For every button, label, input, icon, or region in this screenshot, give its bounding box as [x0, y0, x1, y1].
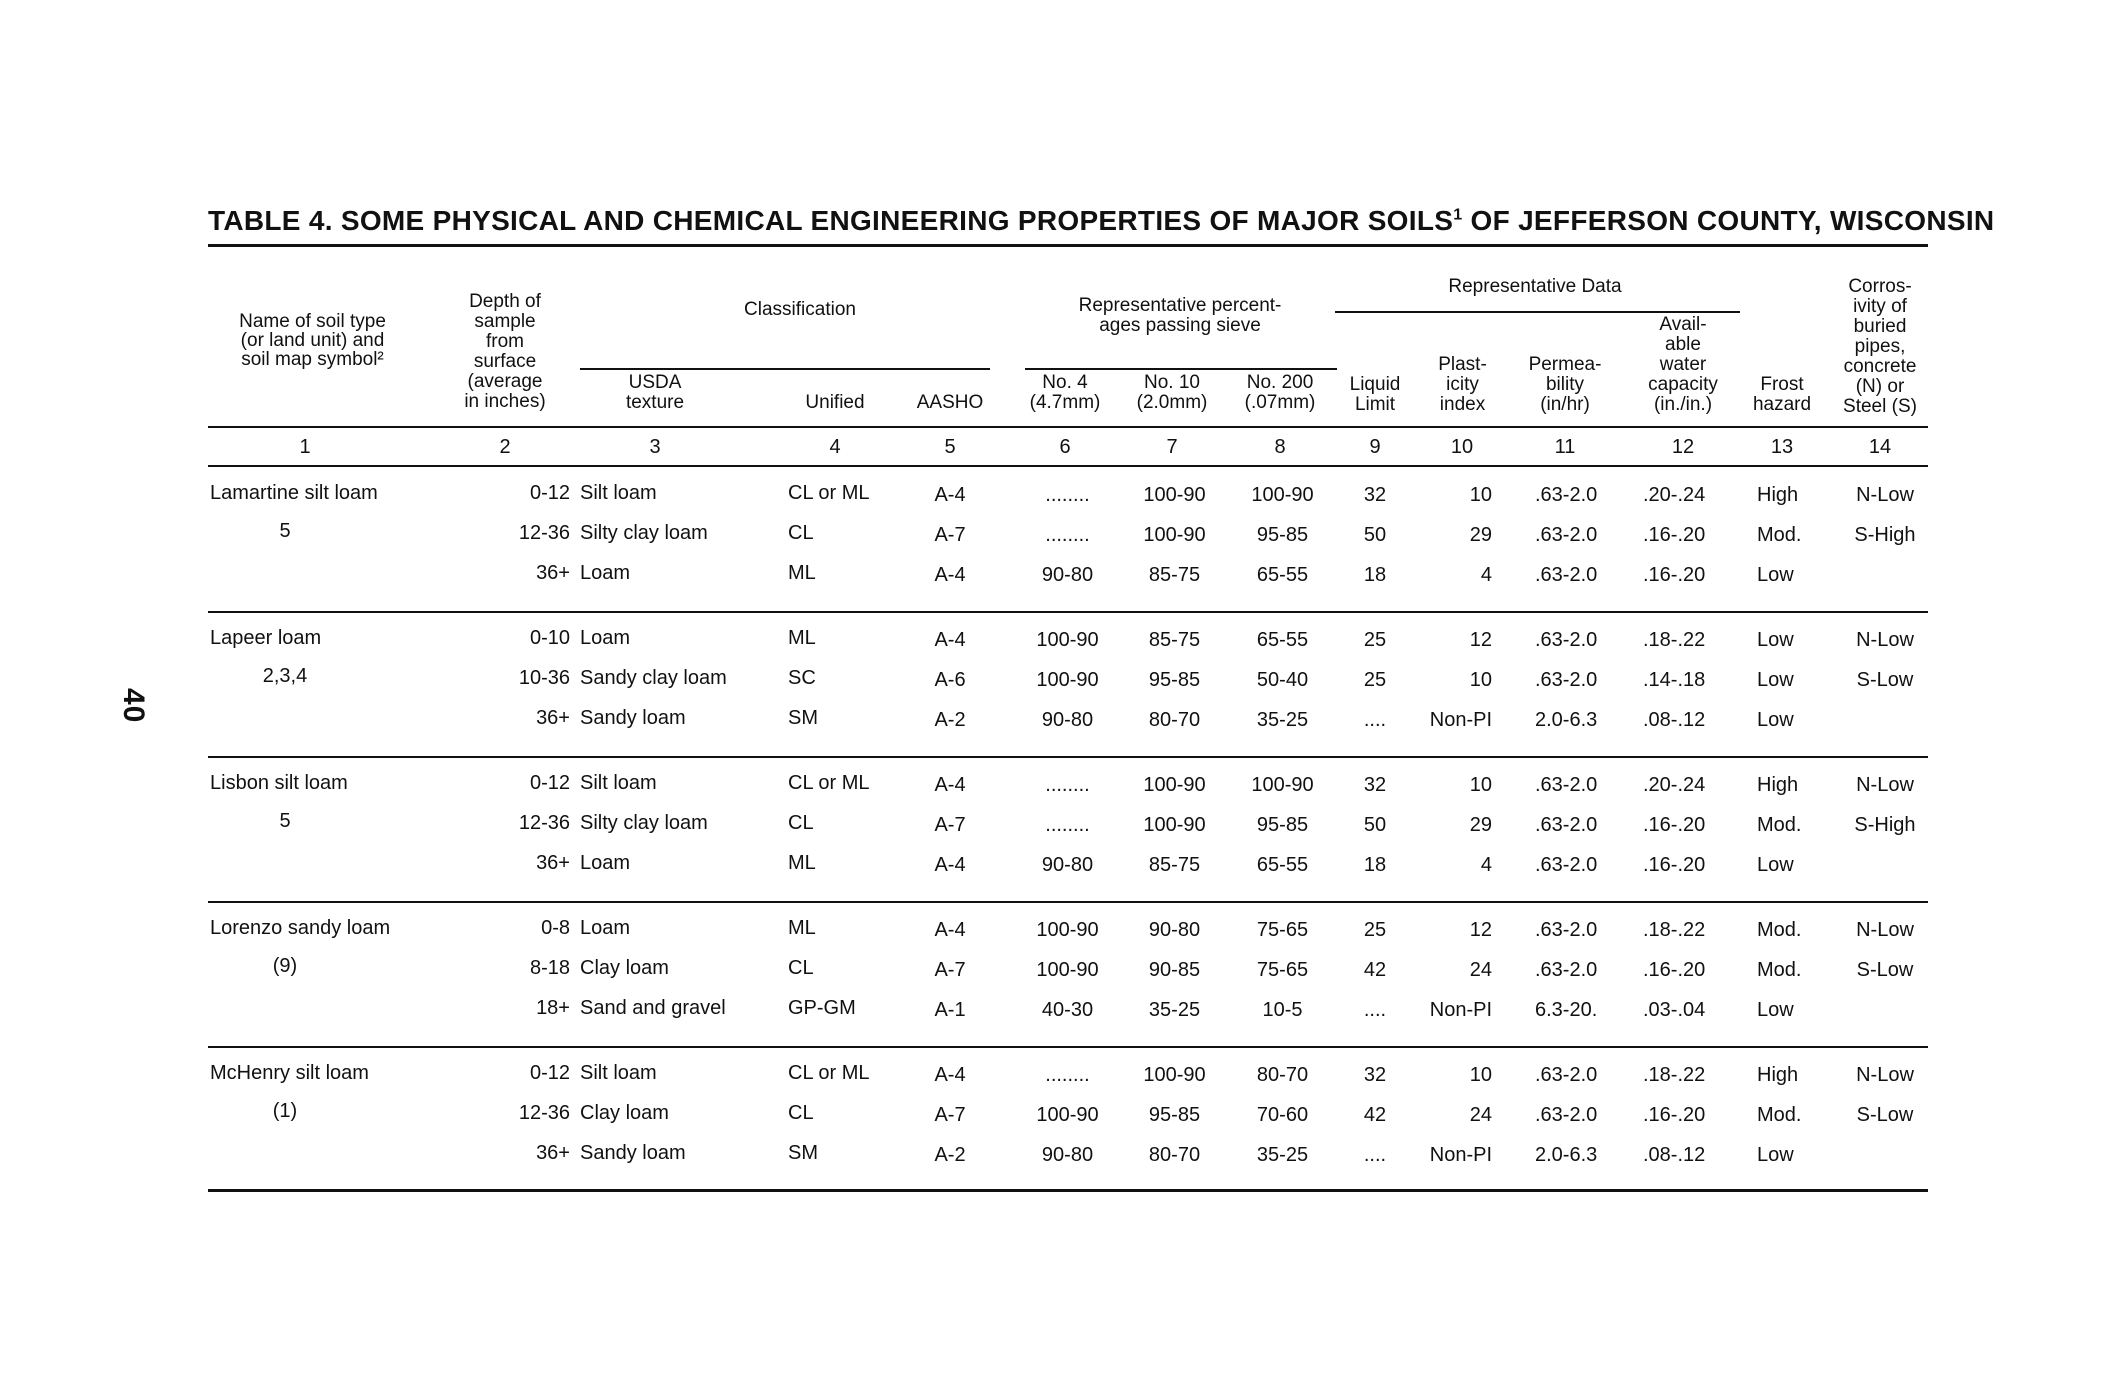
- column-number-rule: [208, 465, 1928, 467]
- header-col6-line: (4.7mm): [1029, 392, 1101, 413]
- cell-available-water: .20-.24: [1643, 484, 1706, 506]
- header-col11-line: (in/hr): [1540, 394, 1590, 415]
- cell-plasticity-index: 10: [1469, 774, 1492, 796]
- cell-sieve-no10: 90-80: [1148, 919, 1201, 941]
- cell-corrosivity: N-Low: [1856, 774, 1914, 796]
- cell-depth: 8-18: [529, 957, 570, 979]
- cell-sieve-no4: 40-30: [1041, 999, 1094, 1021]
- cell-unified: ML: [788, 627, 816, 649]
- cell-permeability: .63-2.0: [1535, 524, 1598, 546]
- cell-available-water: .18-.22: [1643, 919, 1706, 941]
- cell-plasticity-index: 24: [1469, 959, 1492, 981]
- cell-permeability: .63-2.0: [1535, 814, 1598, 836]
- header-col2-line: surface: [473, 351, 537, 372]
- header-col4: Unified: [805, 392, 865, 413]
- cell-unified: CL or ML: [788, 1062, 870, 1084]
- cell-depth: 0-12: [529, 772, 570, 794]
- group-divider: [208, 901, 1928, 903]
- soil-map-symbol: 2,3,4: [262, 665, 308, 687]
- header-col13-line: hazard: [1752, 394, 1812, 415]
- cell-corrosivity: N-Low: [1856, 1064, 1914, 1086]
- cell-sieve-no10: 100-90: [1143, 484, 1206, 506]
- header-col8-line: No. 200: [1246, 372, 1314, 393]
- cell-depth: 36+: [536, 852, 570, 874]
- cell-permeability: .63-2.0: [1535, 854, 1598, 876]
- header-col8-line: (.07mm): [1244, 392, 1316, 413]
- cell-available-water: .16-.20: [1643, 959, 1706, 981]
- cell-permeability: .63-2.0: [1535, 629, 1598, 651]
- header-col6-line: No. 4: [1042, 372, 1088, 393]
- cell-usda-texture: Sand and gravel: [580, 997, 726, 1019]
- cell-sieve-no200: 65-55: [1256, 629, 1309, 651]
- cell-available-water: .16-.20: [1643, 564, 1706, 586]
- title-suffix: OF JEFFERSON COUNTY, WISCONSIN: [1462, 205, 1995, 236]
- cell-sieve-no4: 90-80: [1041, 564, 1094, 586]
- cell-usda-texture: Silt loam: [580, 482, 657, 504]
- cell-sieve-no10: 85-75: [1148, 854, 1201, 876]
- cell-depth: 0-8: [541, 917, 570, 939]
- soil-name: Lapeer loam: [210, 627, 322, 649]
- cell-liquid-limit: 32: [1363, 484, 1387, 506]
- cell-frost-hazard: Low: [1757, 629, 1794, 651]
- cell-aasho: A-4: [934, 629, 966, 651]
- cell-corrosivity: S-Low: [1856, 959, 1914, 981]
- cell-frost-hazard: Low: [1757, 999, 1794, 1021]
- cell-aasho: A-2: [934, 709, 966, 731]
- cell-unified: GP-GM: [788, 997, 856, 1019]
- group-divider: [208, 611, 1928, 613]
- cell-corrosivity: N-Low: [1856, 629, 1914, 651]
- cell-permeability: .63-2.0: [1535, 774, 1598, 796]
- cell-corrosivity: S-Low: [1856, 669, 1914, 691]
- cell-plasticity-index: Non-PI: [1429, 1144, 1492, 1166]
- cell-corrosivity: S-High: [1854, 524, 1916, 546]
- column-number: 13: [1770, 436, 1794, 458]
- title-footnote-marker: 1: [1453, 206, 1463, 224]
- cell-liquid-limit: ....: [1363, 999, 1387, 1021]
- cell-available-water: .14-.18: [1643, 669, 1706, 691]
- header-col3-line: texture: [625, 392, 685, 413]
- cell-sieve-no4: 100-90: [1036, 1104, 1099, 1126]
- cell-plasticity-index: 10: [1469, 669, 1492, 691]
- cell-sieve-no4: ........: [1045, 1064, 1090, 1086]
- group-divider: [208, 1046, 1928, 1048]
- cell-frost-hazard: High: [1757, 484, 1799, 506]
- cell-liquid-limit: 25: [1363, 629, 1387, 651]
- soil-name: Lorenzo sandy loam: [210, 917, 391, 939]
- soil-map-symbol: (1): [272, 1100, 298, 1122]
- header-col10-line: index: [1439, 394, 1486, 415]
- cell-frost-hazard: High: [1757, 774, 1799, 796]
- soil-map-symbol: 5: [279, 810, 291, 832]
- cell-frost-hazard: Low: [1757, 1144, 1794, 1166]
- soil-map-symbol: 5: [279, 520, 291, 542]
- cell-available-water: .18-.22: [1643, 629, 1706, 651]
- cell-plasticity-index: 24: [1469, 1104, 1492, 1126]
- cell-sieve-no4: ........: [1045, 774, 1090, 796]
- cell-liquid-limit: 42: [1363, 959, 1387, 981]
- column-number: 8: [1274, 436, 1286, 458]
- cell-usda-texture: Sandy loam: [580, 1142, 686, 1164]
- cell-depth: 36+: [536, 1142, 570, 1164]
- cell-unified: ML: [788, 562, 816, 584]
- column-number: 7: [1166, 436, 1178, 458]
- header-col14-line: ivity of: [1853, 296, 1907, 317]
- cell-aasho: A-7: [934, 814, 966, 836]
- header-col2-line: Depth of: [469, 291, 541, 312]
- header-col7-line: (2.0mm): [1136, 392, 1208, 413]
- cell-plasticity-index: 4: [1480, 564, 1492, 586]
- cell-permeability: .63-2.0: [1535, 1064, 1598, 1086]
- header-col14-line: (N) or: [1855, 376, 1905, 397]
- cell-sieve-no10: 90-85: [1148, 959, 1201, 981]
- cell-permeability: .63-2.0: [1535, 959, 1598, 981]
- cell-depth: 36+: [536, 562, 570, 584]
- sieve-rule: [1025, 368, 1337, 370]
- cell-usda-texture: Silty clay loam: [580, 812, 708, 834]
- header-col1-line: soil map symbol²: [241, 349, 384, 370]
- cell-depth: 12-36: [518, 1102, 570, 1124]
- cell-permeability: 2.0-6.3: [1535, 709, 1598, 731]
- cell-depth: 0-12: [529, 482, 570, 504]
- cell-depth: 10-36: [518, 667, 570, 689]
- cell-plasticity-index: 10: [1469, 1064, 1492, 1086]
- cell-unified: CL: [788, 522, 814, 544]
- cell-frost-hazard: Low: [1757, 854, 1794, 876]
- header-col2-line: in inches): [464, 391, 546, 412]
- cell-depth: 0-12: [529, 1062, 570, 1084]
- header-col1-line: (or land unit) and: [240, 330, 385, 351]
- cell-sieve-no4: 100-90: [1036, 629, 1099, 651]
- header-col14-line: concrete: [1843, 356, 1917, 377]
- header-col14-line: pipes,: [1854, 336, 1906, 357]
- header-rep-data: Representative Data: [1448, 276, 1622, 297]
- cell-depth: 0-10: [529, 627, 570, 649]
- header-col12-line: water: [1659, 354, 1707, 375]
- cell-unified: CL: [788, 1102, 814, 1124]
- cell-frost-hazard: Mod.: [1757, 919, 1802, 941]
- header-col3-line: USDA: [628, 372, 682, 393]
- header-col2-line: from: [486, 331, 524, 352]
- cell-sieve-no200: 75-65: [1256, 919, 1309, 941]
- cell-sieve-no200: 65-55: [1256, 564, 1309, 586]
- cell-sieve-no10: 95-85: [1148, 1104, 1201, 1126]
- header-col14-line: Steel (S): [1843, 396, 1917, 417]
- header-sieve-line2: ages passing sieve: [1099, 315, 1261, 336]
- cell-available-water: .16-.20: [1643, 524, 1706, 546]
- cell-sieve-no200: 75-65: [1256, 959, 1309, 981]
- header-col12-line: able: [1665, 334, 1701, 355]
- title-text: TABLE 4. SOME PHYSICAL AND CHEMICAL ENGINEERING PROPERTIES OF MAJOR SOILS: [208, 205, 1454, 236]
- cell-sieve-no4: 100-90: [1036, 959, 1099, 981]
- cell-frost-hazard: Low: [1757, 669, 1794, 691]
- cell-available-water: .08-.12: [1643, 709, 1706, 731]
- cell-liquid-limit: ....: [1363, 709, 1387, 731]
- cell-sieve-no4: ........: [1045, 484, 1090, 506]
- cell-plasticity-index: 29: [1469, 814, 1492, 836]
- cell-permeability: .63-2.0: [1535, 1104, 1598, 1126]
- cell-aasho: A-7: [934, 524, 966, 546]
- cell-sieve-no4: 90-80: [1041, 709, 1094, 731]
- cell-plasticity-index: 29: [1469, 524, 1492, 546]
- header-col10-line: icity: [1446, 374, 1479, 395]
- cell-sieve-no200: 35-25: [1256, 1144, 1309, 1166]
- cell-usda-texture: Silty clay loam: [580, 522, 708, 544]
- column-number: 2: [499, 436, 511, 458]
- group-divider: [208, 756, 1928, 758]
- cell-sieve-no200: 35-25: [1256, 709, 1309, 731]
- cell-unified: SM: [788, 707, 818, 729]
- cell-liquid-limit: 25: [1363, 669, 1387, 691]
- cell-aasho: A-4: [934, 854, 966, 876]
- cell-aasho: A-7: [934, 1104, 966, 1126]
- column-number: 10: [1450, 436, 1474, 458]
- header-classification: Classification: [744, 299, 856, 320]
- cell-sieve-no10: 35-25: [1148, 999, 1201, 1021]
- cell-sieve-no4: 90-80: [1041, 854, 1094, 876]
- header-col7-line: No. 10: [1144, 372, 1200, 393]
- cell-sieve-no200: 80-70: [1256, 1064, 1309, 1086]
- column-number: 4: [829, 436, 841, 458]
- cell-sieve-no200: 50-40: [1256, 669, 1309, 691]
- cell-unified: CL: [788, 812, 814, 834]
- cell-liquid-limit: 18: [1363, 854, 1387, 876]
- cell-sieve-no4: ........: [1045, 814, 1090, 836]
- soil-map-symbol: (9): [272, 955, 298, 977]
- header-col11-line: Permea-: [1528, 354, 1602, 375]
- cell-sieve-no4: 90-80: [1041, 1144, 1094, 1166]
- cell-available-water: .16-.20: [1643, 814, 1706, 836]
- soil-name: Lisbon silt loam: [210, 772, 348, 794]
- header-bottom-rule: [208, 426, 1928, 428]
- title-rule: [208, 244, 1928, 247]
- cell-available-water: .16-.20: [1643, 1104, 1706, 1126]
- cell-frost-hazard: Low: [1757, 564, 1794, 586]
- header-col14-line: buried: [1853, 316, 1907, 337]
- cell-frost-hazard: Mod.: [1757, 814, 1802, 836]
- cell-usda-texture: Clay loam: [580, 957, 669, 979]
- cell-aasho: A-2: [934, 1144, 966, 1166]
- cell-liquid-limit: 25: [1363, 919, 1387, 941]
- cell-liquid-limit: 50: [1363, 814, 1387, 836]
- cell-plasticity-index: 4: [1480, 854, 1492, 876]
- cell-sieve-no200: 100-90: [1251, 484, 1314, 506]
- column-number: 6: [1059, 436, 1071, 458]
- cell-sieve-no200: 70-60: [1256, 1104, 1309, 1126]
- cell-aasho: A-4: [934, 1064, 966, 1086]
- cell-liquid-limit: 42: [1363, 1104, 1387, 1126]
- cell-plasticity-index: Non-PI: [1429, 999, 1492, 1021]
- cell-frost-hazard: Mod.: [1757, 524, 1802, 546]
- cell-plasticity-index: 12: [1469, 629, 1492, 651]
- cell-unified: SC: [788, 667, 816, 689]
- cell-depth: 12-36: [518, 812, 570, 834]
- header-col9-line: Limit: [1354, 394, 1396, 415]
- column-number: 12: [1671, 436, 1695, 458]
- cell-frost-hazard: Low: [1757, 709, 1794, 731]
- cell-aasho: A-6: [934, 669, 966, 691]
- cell-sieve-no10: 85-75: [1148, 564, 1201, 586]
- soil-name: McHenry silt loam: [210, 1062, 369, 1084]
- cell-permeability: .63-2.0: [1535, 669, 1598, 691]
- cell-sieve-no10: 95-85: [1148, 669, 1201, 691]
- cell-aasho: A-4: [934, 564, 966, 586]
- cell-permeability: .63-2.0: [1535, 564, 1598, 586]
- cell-corrosivity: N-Low: [1856, 919, 1914, 941]
- cell-sieve-no200: 95-85: [1256, 524, 1309, 546]
- cell-aasho: A-4: [934, 774, 966, 796]
- cell-frost-hazard: High: [1757, 1064, 1799, 1086]
- cell-usda-texture: Loam: [580, 852, 631, 874]
- cell-sieve-no10: 80-70: [1148, 1144, 1201, 1166]
- cell-unified: CL or ML: [788, 482, 870, 504]
- cell-available-water: .08-.12: [1643, 1144, 1706, 1166]
- header-col12-line: Avail-: [1659, 314, 1707, 335]
- cell-plasticity-index: Non-PI: [1429, 709, 1492, 731]
- cell-liquid-limit: 32: [1363, 1064, 1387, 1086]
- cell-aasho: A-7: [934, 959, 966, 981]
- header-col13-line: Frost: [1760, 374, 1804, 395]
- soil-name: Lamartine silt loam: [210, 482, 378, 504]
- cell-usda-texture: Silt loam: [580, 772, 657, 794]
- cell-sieve-no10: 100-90: [1143, 524, 1206, 546]
- cell-sieve-no10: 100-90: [1143, 814, 1206, 836]
- cell-unified: CL or ML: [788, 772, 870, 794]
- cell-unified: CL: [788, 957, 814, 979]
- header-col1-line: Name of soil type: [239, 311, 386, 332]
- column-number: 5: [944, 436, 956, 458]
- cell-sieve-no10: 100-90: [1143, 774, 1206, 796]
- cell-depth: 36+: [536, 707, 570, 729]
- cell-depth: 18+: [536, 997, 570, 1019]
- cell-aasho: A-1: [934, 999, 966, 1021]
- cell-usda-texture: Sandy clay loam: [580, 667, 727, 689]
- cell-sieve-no4: 100-90: [1036, 669, 1099, 691]
- cell-sieve-no200: 65-55: [1256, 854, 1309, 876]
- cell-unified: SM: [788, 1142, 818, 1164]
- cell-sieve-no200: 95-85: [1256, 814, 1309, 836]
- cell-aasho: A-4: [934, 484, 966, 506]
- cell-liquid-limit: 50: [1363, 524, 1387, 546]
- table-bottom-rule: [208, 1189, 1928, 1192]
- classification-rule: [580, 368, 990, 370]
- column-number: 9: [1369, 436, 1381, 458]
- header-col2-line: (average: [467, 371, 543, 392]
- cell-permeability: 2.0-6.3: [1535, 1144, 1598, 1166]
- cell-available-water: .18-.22: [1643, 1064, 1706, 1086]
- cell-usda-texture: Sandy loam: [580, 707, 686, 729]
- cell-corrosivity: N-Low: [1856, 484, 1914, 506]
- header-col2-line: sample: [474, 311, 536, 332]
- column-number: 3: [649, 436, 661, 458]
- cell-corrosivity: S-High: [1854, 814, 1916, 836]
- cell-sieve-no10: 80-70: [1148, 709, 1201, 731]
- cell-liquid-limit: 32: [1363, 774, 1387, 796]
- cell-liquid-limit: ....: [1363, 1144, 1387, 1166]
- cell-permeability: .63-2.0: [1535, 484, 1598, 506]
- cell-plasticity-index: 12: [1469, 919, 1492, 941]
- table-title: [208, 205, 1994, 237]
- header-col12-line: (in./in.): [1653, 394, 1713, 415]
- cell-usda-texture: Loam: [580, 562, 631, 584]
- header-col14-line: Corros-: [1848, 276, 1912, 297]
- cell-aasho: A-4: [934, 919, 966, 941]
- cell-sieve-no4: ........: [1045, 524, 1090, 546]
- cell-liquid-limit: 18: [1363, 564, 1387, 586]
- cell-sieve-no10: 85-75: [1148, 629, 1201, 651]
- header-col10-line: Plast-: [1438, 354, 1487, 375]
- cell-corrosivity: S-Low: [1856, 1104, 1914, 1126]
- cell-available-water: .20-.24: [1643, 774, 1706, 796]
- cell-usda-texture: Loam: [580, 627, 631, 649]
- header-col9-line: Liquid: [1349, 374, 1401, 395]
- cell-permeability: 6.3-20.: [1535, 999, 1598, 1021]
- cell-sieve-no4: 100-90: [1036, 919, 1099, 941]
- cell-unified: ML: [788, 917, 816, 939]
- cell-sieve-no10: 100-90: [1143, 1064, 1206, 1086]
- cell-usda-texture: Loam: [580, 917, 631, 939]
- cell-usda-texture: Silt loam: [580, 1062, 657, 1084]
- cell-usda-texture: Clay loam: [580, 1102, 669, 1124]
- header-sieve-line1: Representative percent-: [1078, 295, 1282, 316]
- header-col11-line: bility: [1545, 374, 1584, 395]
- cell-sieve-no200: 100-90: [1251, 774, 1314, 796]
- header-col12-line: capacity: [1648, 374, 1718, 395]
- rep-data-rule: [1335, 311, 1740, 313]
- cell-frost-hazard: Mod.: [1757, 1104, 1802, 1126]
- cell-depth: 12-36: [518, 522, 570, 544]
- cell-permeability: .63-2.0: [1535, 919, 1598, 941]
- column-number: 1: [299, 436, 311, 458]
- column-number: 14: [1868, 436, 1892, 458]
- cell-available-water: .16-.20: [1643, 854, 1706, 876]
- cell-available-water: .03-.04: [1643, 999, 1706, 1021]
- column-number: 11: [1554, 436, 1576, 458]
- header-col5: AASHO: [916, 392, 984, 413]
- cell-frost-hazard: Mod.: [1757, 959, 1802, 981]
- page-number: 40: [117, 688, 150, 724]
- cell-sieve-no200: 10-5: [1262, 999, 1303, 1021]
- cell-plasticity-index: 10: [1469, 484, 1492, 506]
- cell-unified: ML: [788, 852, 816, 874]
